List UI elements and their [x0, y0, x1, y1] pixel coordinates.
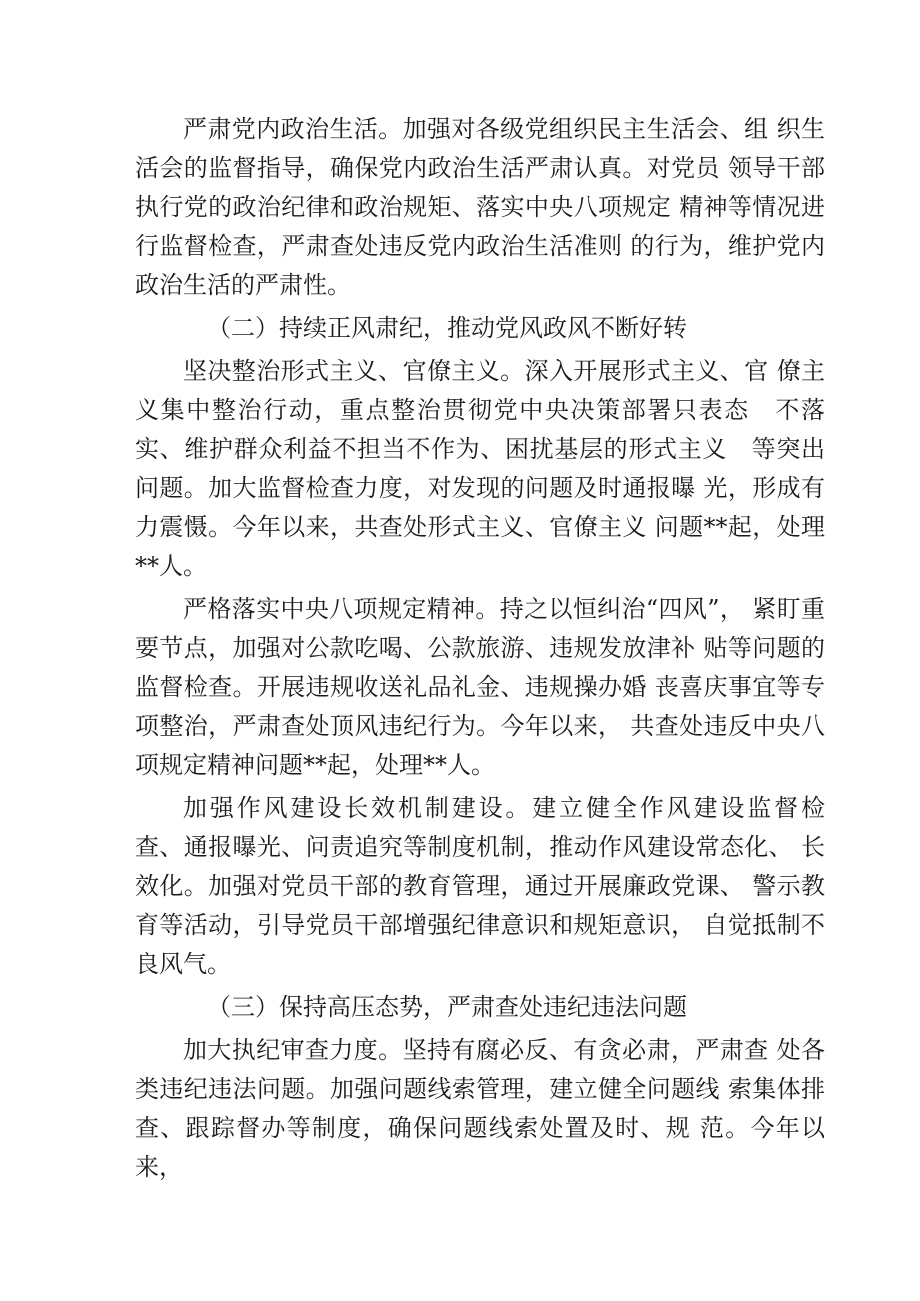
document-body	[135, 110, 849, 1191]
paragraph-long-term-mechanism: 加强作风建设长效机制建设。建立健全作风建设监督检 查、通报曝光、问责追究等制度机制，推动作风建设常态化、 长效化。加强对党员干部的教育管理，通过开展廉政党课、 警示教育等活动，引导党员干部增强纪律意识和规矩意识， 自觉抵制不良风气。	[135, 794, 849, 978]
paragraph-discipline-review: 加大执纪审查力度。坚持有腐必反、有贪必肃，严肃查 处各类违纪违法问题。加强问题线索管理，建立健全问题线 索集体排查、跟踪督办等制度，确保问题线索处置及时、规 范。今年以来，	[135, 1036, 825, 1181]
paragraph-eight-rules: 严格落实中央八项规定精神。持之以恒纠治“四风”， 紧盯重要节点，加强对公款吃喝、公款旅游、违规发放津补 贴等问题的监督检查。开展违规收送礼品礼金、违规操办婚 丧喜庆事宜等专项整治，严肃查处顶风违纪行为。今年以来， 共查处违反中央八项规定精神问题**起，处理**人。	[135, 595, 825, 779]
paragraph-formalism: 坚决整治形式主义、官僚主义。深入开展形式主义、官 僚主义集中整治行动，重点整治贯彻党中央决策部署只表态 不落实、维护群众利益不担当不作为、困扰基层的形式主义 等突出问题。加大监督检查力度，对发现的问题及时通报曝 光，形成有力震慑。今年以来，共查处形式主义、官僚主义 问题**起，处理**人。	[135, 357, 825, 580]
paragraph-political-life: 严肃党内政治生活。加强对各级党组织民主生活会、组 织生活会的监督指导，确保党内政治生活严肃认真。对党员 领导干部执行党的政治纪律和政治规矩、落实中央八项规定 精神等情况进行监督检查，严肃查处违反党内政治生活准则 的行为，维护党内政治生活的严肃性。	[135, 115, 825, 299]
section-heading-3: （三）保持高压态势，严肃查处违纪违法问题	[207, 993, 687, 1021]
section-heading-2: （二）持续正风肃纪，推动党风政风不断好转	[207, 314, 687, 342]
